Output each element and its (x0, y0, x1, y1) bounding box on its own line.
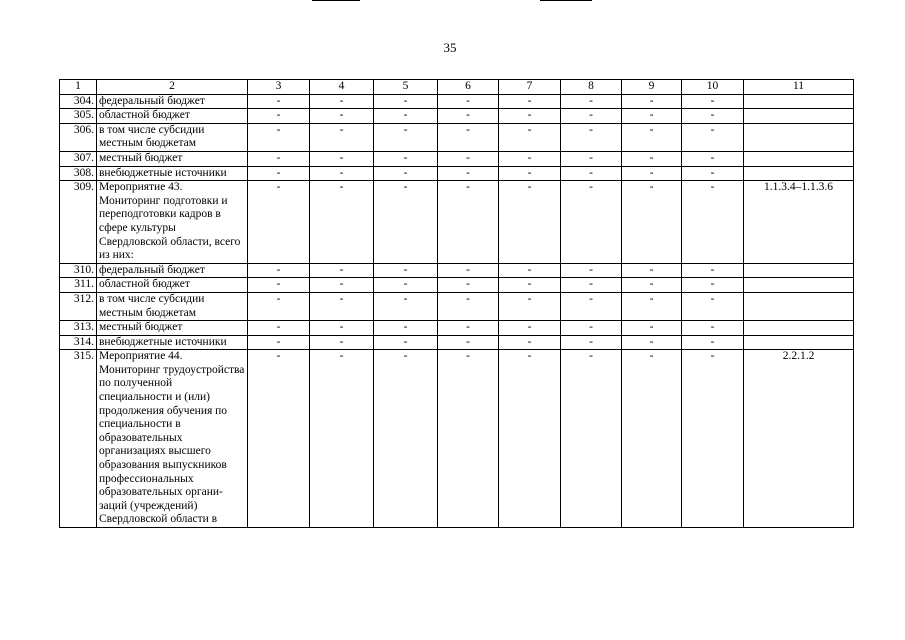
header-cell: 11 (744, 80, 854, 95)
value-cell: - (310, 181, 374, 264)
value-cell: - (499, 94, 561, 109)
value-cell: - (561, 151, 622, 166)
ref-cell (744, 151, 854, 166)
value-cell: - (499, 292, 561, 320)
value-cell: - (248, 151, 310, 166)
value-cell: - (682, 181, 744, 264)
value-cell: - (438, 181, 499, 264)
value-cell: - (248, 278, 310, 293)
scan-edge-mark (312, 0, 360, 1)
value-cell: - (682, 321, 744, 336)
value-cell: - (561, 335, 622, 350)
value-cell: - (374, 335, 438, 350)
value-cell: - (622, 278, 682, 293)
value-cell: - (438, 263, 499, 278)
table-row (60, 321, 854, 336)
table-row (60, 350, 854, 528)
value-cell: - (248, 109, 310, 124)
value-cell: - (438, 109, 499, 124)
value-cell: - (310, 335, 374, 350)
value-cell: - (499, 321, 561, 336)
value-cell: - (561, 94, 622, 109)
value-cell: - (499, 263, 561, 278)
value-cell: - (622, 166, 682, 181)
table-row (60, 123, 854, 151)
value-cell: - (622, 350, 682, 528)
row-name: Мероприятие 43. Мониторинг подготовки и переподготовки кадров в сфере культуры Свердловской области, всего из них: (97, 181, 248, 264)
row-name: областной бюджет (97, 278, 248, 293)
ref-cell: 2.2.1.2 (744, 350, 854, 528)
value-cell: - (374, 151, 438, 166)
value-cell: - (374, 292, 438, 320)
value-cell: - (438, 278, 499, 293)
value-cell: - (561, 321, 622, 336)
value-cell: - (374, 166, 438, 181)
row-name: федеральный бюджет (97, 94, 248, 109)
value-cell: - (682, 350, 744, 528)
row-number: 309. (60, 181, 97, 264)
table-row (60, 166, 854, 181)
ref-cell (744, 278, 854, 293)
value-cell: - (561, 350, 622, 528)
value-cell: - (438, 321, 499, 336)
value-cell: - (622, 181, 682, 264)
ref-cell (744, 335, 854, 350)
row-name: внебюджетные источники (97, 166, 248, 181)
value-cell: - (248, 166, 310, 181)
value-cell: - (374, 263, 438, 278)
table-row (60, 109, 854, 124)
value-cell: - (682, 123, 744, 151)
header-cell: 2 (97, 80, 248, 95)
ref-cell (744, 292, 854, 320)
value-cell: - (622, 109, 682, 124)
value-cell: - (438, 166, 499, 181)
value-cell: - (438, 350, 499, 528)
row-name: в том числе субсидии местным бюджетам (97, 123, 248, 151)
value-cell: - (682, 166, 744, 181)
value-cell: - (248, 181, 310, 264)
ref-cell (744, 123, 854, 151)
row-number: 310. (60, 263, 97, 278)
value-cell: - (682, 278, 744, 293)
value-cell: - (622, 263, 682, 278)
value-cell: - (561, 123, 622, 151)
ref-cell: 1.1.3.4–1.1.3.6 (744, 181, 854, 264)
budget-table (59, 79, 854, 528)
value-cell: - (499, 335, 561, 350)
value-cell: - (374, 123, 438, 151)
value-cell: - (499, 166, 561, 181)
header-cell: 6 (438, 80, 499, 95)
value-cell: - (682, 292, 744, 320)
value-cell: - (248, 123, 310, 151)
value-cell: - (310, 278, 374, 293)
header-cell: 7 (499, 80, 561, 95)
row-number: 304. (60, 94, 97, 109)
row-number: 306. (60, 123, 97, 151)
value-cell: - (561, 166, 622, 181)
row-number: 311. (60, 278, 97, 293)
value-cell: - (622, 123, 682, 151)
table-row (60, 292, 854, 320)
row-name: областной бюджет (97, 109, 248, 124)
value-cell: - (561, 292, 622, 320)
header-cell: 4 (310, 80, 374, 95)
value-cell: - (499, 181, 561, 264)
row-name: в том числе субсидии местным бюджетам (97, 292, 248, 320)
value-cell: - (310, 151, 374, 166)
value-cell: - (622, 151, 682, 166)
value-cell: - (374, 109, 438, 124)
row-number: 305. (60, 109, 97, 124)
value-cell: - (499, 109, 561, 124)
value-cell: - (499, 123, 561, 151)
header-cell: 10 (682, 80, 744, 95)
ref-cell (744, 94, 854, 109)
value-cell: - (622, 335, 682, 350)
header-cell: 5 (374, 80, 438, 95)
value-cell: - (561, 278, 622, 293)
value-cell: - (310, 109, 374, 124)
value-cell: - (561, 263, 622, 278)
header-cell: 3 (248, 80, 310, 95)
value-cell: - (499, 278, 561, 293)
value-cell: - (248, 335, 310, 350)
value-cell: - (622, 94, 682, 109)
value-cell: - (438, 123, 499, 151)
row-number: 308. (60, 166, 97, 181)
value-cell: - (682, 151, 744, 166)
ref-cell (744, 166, 854, 181)
value-cell: - (374, 94, 438, 109)
header-row (60, 80, 854, 95)
value-cell: - (310, 292, 374, 320)
header-cell: 1 (60, 80, 97, 95)
value-cell: - (374, 181, 438, 264)
value-cell: - (248, 292, 310, 320)
header-cell: 8 (561, 80, 622, 95)
value-cell: - (310, 94, 374, 109)
value-cell: - (682, 94, 744, 109)
value-cell: - (499, 350, 561, 528)
value-cell: - (499, 151, 561, 166)
value-cell: - (248, 263, 310, 278)
value-cell: - (438, 335, 499, 350)
row-name: местный бюджет (97, 321, 248, 336)
row-number: 312. (60, 292, 97, 320)
value-cell: - (622, 292, 682, 320)
value-cell: - (374, 321, 438, 336)
row-name: федеральный бюджет (97, 263, 248, 278)
row-name: местный бюджет (97, 151, 248, 166)
value-cell: - (248, 94, 310, 109)
row-number: 313. (60, 321, 97, 336)
scan-edge-mark (540, 0, 592, 1)
value-cell: - (682, 263, 744, 278)
header-cell: 9 (622, 80, 682, 95)
value-cell: - (374, 350, 438, 528)
row-number: 307. (60, 151, 97, 166)
value-cell: - (310, 321, 374, 336)
value-cell: - (438, 94, 499, 109)
table-row (60, 335, 854, 350)
value-cell: - (248, 350, 310, 528)
value-cell: - (682, 335, 744, 350)
row-number: 314. (60, 335, 97, 350)
value-cell: - (561, 109, 622, 124)
ref-cell (744, 321, 854, 336)
value-cell: - (438, 292, 499, 320)
row-name: внебюджетные источники (97, 335, 248, 350)
table-row (60, 181, 854, 264)
table-row (60, 151, 854, 166)
value-cell: - (561, 181, 622, 264)
row-name: Мероприятие 44. Мониторинг трудоустройства по полученной специальности и (или) продолжения обучения по специальности в образовательных организациях высшего образования выпускников профессиональных образовательных органи-заций (учреждений) Свердловской области в (97, 350, 248, 528)
ref-cell (744, 263, 854, 278)
ref-cell (744, 109, 854, 124)
value-cell: - (438, 151, 499, 166)
value-cell: - (248, 321, 310, 336)
value-cell: - (622, 321, 682, 336)
table-row (60, 278, 854, 293)
value-cell: - (310, 123, 374, 151)
row-number: 315. (60, 350, 97, 528)
value-cell: - (310, 263, 374, 278)
value-cell: - (682, 109, 744, 124)
value-cell: - (374, 278, 438, 293)
value-cell: - (310, 166, 374, 181)
table-row (60, 94, 854, 109)
page-number: 35 (443, 40, 457, 55)
table-row (60, 263, 854, 278)
value-cell: - (310, 350, 374, 528)
